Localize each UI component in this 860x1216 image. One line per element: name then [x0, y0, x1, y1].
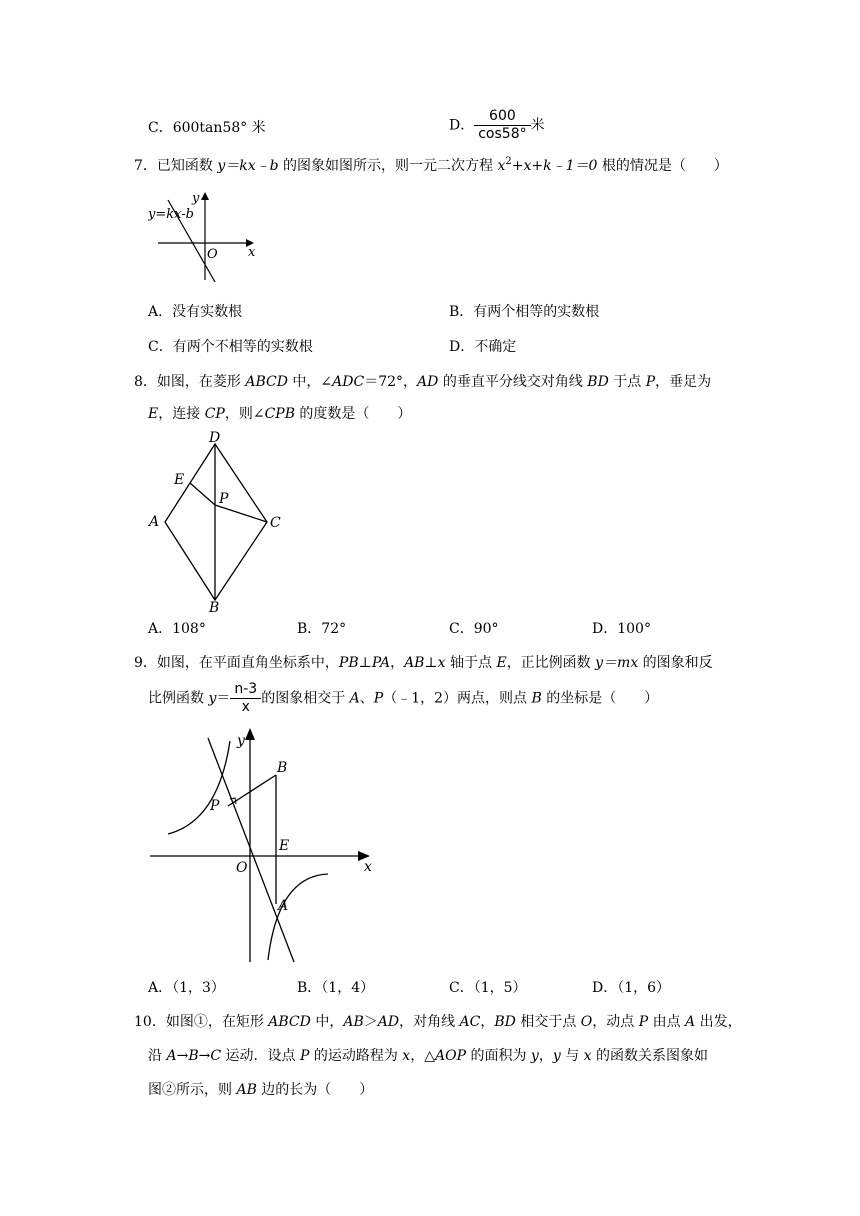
q9-label-a: A	[278, 898, 289, 914]
q8-rhombus-figure	[145, 428, 295, 614]
q7-figure	[148, 188, 260, 286]
q8-label-d: D	[209, 430, 221, 446]
q9-stem-line2: 比例函数 y＝ $\frac{n-3}{x}$ 的图象相交于 A、P（﹣1，2）两点，则点 B 的坐标是（ ）	[148, 681, 659, 715]
q9-label-b: B	[277, 760, 288, 776]
q8-segment-cp	[215, 505, 267, 522]
q9-option-b: B．（1，4）	[297, 980, 375, 996]
q6-option-d-label: D．	[449, 117, 475, 134]
q6-option-d-numerator: 600	[474, 108, 530, 126]
q9-option-d: D．（1，6）	[592, 980, 671, 996]
q9-label-e: E	[279, 838, 290, 854]
q9-coordinate-figure	[148, 726, 378, 964]
q8-label-a: A	[149, 514, 160, 530]
q10-stem-line3: 图②所示，则 AB 边的长为（ ）	[148, 1082, 374, 1098]
q6-option-d	[449, 108, 545, 143]
q8-stem-line1: 8．如图，在菱形 ABCD 中，∠ADC＝72°，AD 的垂直平分线交对角线 BD 于点 P，垂足为	[134, 374, 712, 390]
q9-y-arrow-icon	[245, 728, 255, 740]
q8-stem-line2: E，连接 CP，则∠CPB 的度数是（ ）	[148, 406, 412, 422]
q10-stem-line1: 10．如图①，在矩形 ABCD 中，AB＞AD，对角线 AC，BD 相交于点 O，动点 P 由点 A 出发，	[134, 1014, 742, 1030]
q9-fraction	[230, 681, 261, 716]
q8-option-d: D．100°	[592, 621, 651, 637]
q8-label-e: E	[174, 472, 185, 488]
q10-stem-line2: 沿 A→B→C 运动．设点 P 的运动路程为 x，△AOP 的面积为 y，y 与 x 的函数关系图象如	[148, 1048, 709, 1064]
q6-option-d-unit: 米	[530, 117, 545, 134]
q8-option-c: C．90°	[449, 621, 499, 637]
q8-label-p: P	[219, 491, 229, 507]
q6-option-d-denominator: cos58°	[478, 126, 527, 142]
q7-option-a: A．没有实数根	[148, 304, 243, 320]
q7-option-d: D．不确定	[449, 339, 517, 355]
q9-fraction-numerator: n-3	[230, 681, 261, 699]
q8-label-c: C	[270, 515, 281, 531]
q6-option-d-fraction	[474, 108, 530, 143]
q8-option-a: A．108°	[148, 621, 206, 637]
q7-option-b: B．有两个相等的实数根	[449, 304, 600, 320]
q8-label-b: B	[209, 600, 220, 614]
q7-y-label: y	[192, 191, 200, 206]
q9-stem-line1: 9．如图，在平面直角坐标系中，PB⊥PA，AB⊥x 轴于点 E，正比例函数 y＝mx 的图象和反	[134, 655, 713, 671]
q9-x-label: x	[364, 859, 372, 875]
q6-option-c: C．600tan58° 米	[148, 120, 266, 136]
q8-rhombus	[165, 444, 267, 600]
q9-option-a: A．（1，3）	[148, 980, 225, 996]
q9-label-o: O	[236, 860, 248, 876]
q7-x-label: x	[248, 245, 256, 260]
q8-perpendicular-ep	[190, 483, 215, 505]
q9-hyperbola-upper-branch	[168, 741, 230, 834]
q9-fraction-denominator: x	[241, 699, 250, 715]
q9-option-c: C．（1，5）	[449, 980, 527, 996]
q7-option-c: C．有两个不相等的实数根	[148, 339, 313, 355]
q9-label-p: P	[210, 798, 220, 814]
q7-function-label: y=kx-b	[148, 207, 194, 222]
q7-origin-label: O	[207, 247, 218, 262]
q9-hyperbola-lower-branch	[268, 874, 328, 960]
q7-stem: 7．已知函数 y＝kx﹣b 的图象如图所示，则一元二次方程 $x^2+x+k﹣1=0$ 根的情况是（ ）	[134, 156, 728, 174]
q8-option-b: B．72°	[297, 621, 347, 637]
q9-y-label: y	[237, 733, 245, 749]
